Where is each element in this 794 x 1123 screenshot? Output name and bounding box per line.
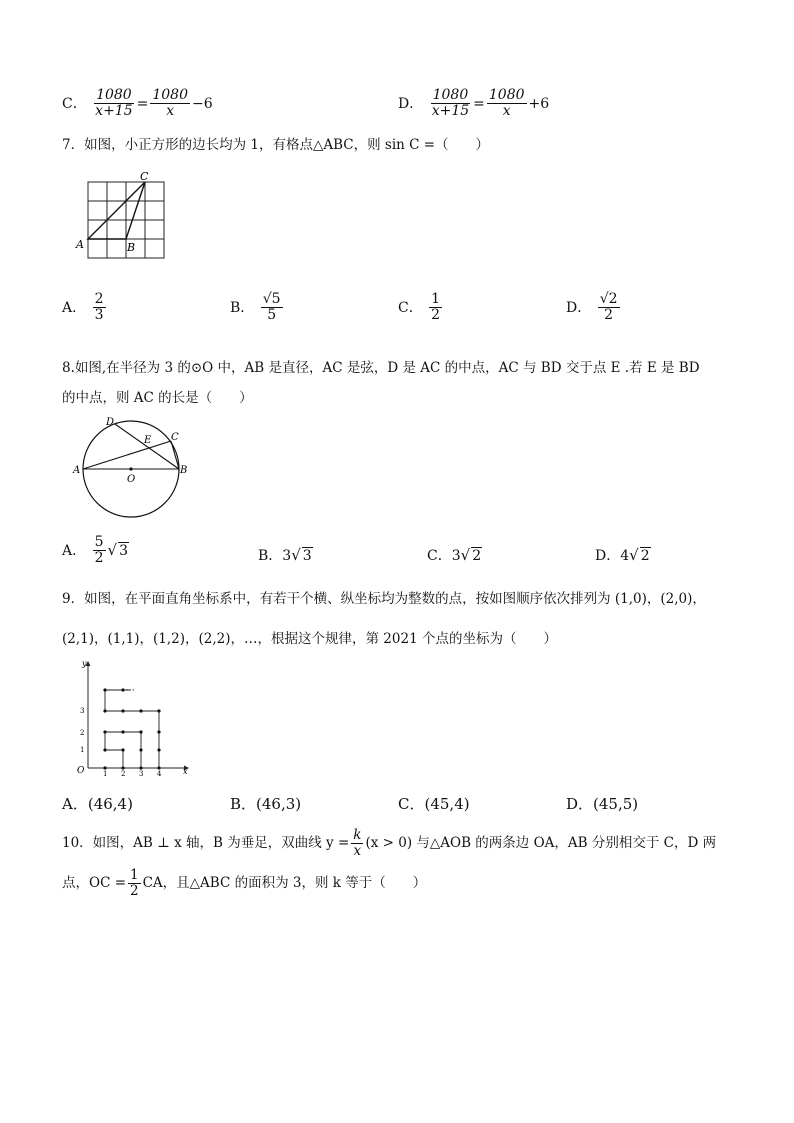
q9-option-c-value: (45,4)	[424, 795, 470, 813]
q6-c-lhs-den: x+15	[95, 103, 133, 120]
q7-c-num: 1	[431, 291, 441, 307]
q9-option-d-value: (45,5)	[593, 795, 639, 813]
q6-d-lhs-num: 1080	[432, 87, 469, 103]
q8-b-coef: 3	[282, 548, 292, 564]
q10-stem-part2: (x > 0) 与△AOB 的两条边 OA，AB 分别相交于 C，D 两	[365, 834, 717, 851]
q10-k-den: x	[353, 842, 362, 859]
q7-option-a-fraction	[93, 292, 106, 324]
q7-option-c-fraction	[429, 292, 442, 324]
q7-c-den: 2	[431, 307, 441, 324]
q6-c-tail: −6	[192, 95, 213, 112]
q9-option-b	[230, 793, 301, 814]
q6-d-eq: =	[473, 95, 485, 112]
q9-continuation-dots: ···	[126, 686, 135, 696]
q6-c-rhs-num: 1080	[152, 87, 188, 103]
q8-option-d-label: D．	[595, 548, 621, 564]
q9-path	[105, 690, 159, 768]
q8-label-o: O	[127, 474, 136, 485]
q10-half-num: 1	[130, 867, 139, 883]
q9-option-c-label: C．	[398, 795, 425, 813]
q8-b-radicand: 3	[302, 548, 312, 564]
q8-option-b-label: B．	[258, 548, 283, 564]
q9-stem-line2: (2,1)，(1,1)，(1,2)，(2,2)，…，根据这个规律，第 2021 个点的坐标为（ ）	[62, 631, 557, 647]
q7-b-den: 5	[267, 307, 277, 324]
q8-d-radical-sign: √	[629, 546, 639, 564]
q6-d-lhs-fraction	[430, 88, 471, 120]
q8-b-radical-sign: √	[291, 546, 301, 564]
q8-a-den: 2	[94, 550, 104, 567]
q7-a-num: 2	[94, 291, 104, 307]
q9-points	[103, 688, 160, 769]
q7-d-den: 2	[604, 307, 614, 324]
q7-label-a: A	[76, 238, 84, 251]
q10-stem-line1	[62, 828, 716, 859]
q10-line2-part2: CA，且△ABC 的面积为 3，则 k 等于（ ）	[142, 874, 427, 891]
q8-center-dot	[129, 467, 132, 470]
q7-option-b-fraction	[261, 292, 283, 324]
q10-half-fraction	[128, 868, 141, 899]
q6-d-rhs-num: 1080	[488, 87, 525, 103]
q9-origin-label: O	[77, 766, 85, 776]
q9-option-d-label: D．	[566, 795, 594, 813]
q6-d-rhs-den: x	[502, 103, 511, 120]
q8-option-c	[427, 545, 482, 565]
q7-option-b-label: B．	[230, 299, 255, 316]
q8-option-c-label: C．	[427, 548, 452, 564]
q6-option-c	[62, 88, 213, 120]
q8-d-radicand: 2	[640, 548, 650, 564]
q10-k-over-x	[351, 828, 363, 859]
q10-stem-part1: 10．如图，AB ⊥ x 轴，B 为垂足，双曲线 y =	[62, 834, 350, 851]
q6-d-tail: +6	[528, 95, 550, 112]
q7-d-num: √2	[599, 291, 618, 307]
q6-d-lhs-den: x+15	[431, 103, 470, 120]
q8-option-a-fraction	[93, 535, 106, 567]
q6-c-rhs-den: x	[166, 103, 175, 120]
q6-option-c-label: C．	[62, 95, 87, 112]
q9-ytick-1: 1	[80, 746, 85, 754]
q8-stem-line2: 的中点，则 AC 的长是（ ）	[62, 390, 253, 406]
q9-option-a-value: (46,4)	[87, 795, 133, 813]
q8-c-radicand: 2	[472, 548, 482, 564]
q7-option-a-label: A．	[62, 299, 87, 316]
q9-xtick-2: 2	[121, 770, 126, 776]
q7-a-den: 3	[94, 307, 104, 324]
q8-label-c: C	[171, 432, 179, 443]
q7-label-b: B	[127, 241, 136, 254]
q10-stem-line2	[62, 868, 426, 899]
q8-label-e: E	[144, 435, 152, 446]
q6-c-eq: =	[136, 95, 149, 112]
q10-k-num: k	[353, 827, 362, 843]
q6-c-rhs-fraction	[150, 88, 190, 120]
q8-stem-line1: 8.如图,在半径为 3 的⊙O 中，AB 是直径，AC 是弦，D 是 AC 的中点，AC 与 BD 交于点 E .若 E 是 BD	[62, 360, 700, 376]
q7-grid	[88, 182, 164, 258]
q8-a-radicand: 3	[119, 542, 128, 559]
q9-option-b-value: (46,3)	[256, 795, 302, 813]
q8-c-radical-sign: √	[460, 546, 471, 564]
q7-option-a	[62, 292, 108, 324]
q10-line2-part1: 点，OC =	[62, 874, 126, 891]
q7-b-num: √5	[262, 291, 281, 307]
q9-ytick-2: 2	[80, 729, 85, 737]
q6-d-rhs-fraction	[487, 88, 527, 120]
q9-option-c	[398, 793, 470, 814]
q9-y-axis-label: y	[82, 659, 87, 668]
q8-option-b	[258, 545, 313, 565]
q7-option-d-label: D．	[566, 299, 592, 316]
q8-circle-figure	[72, 414, 192, 526]
q6-option-d-label: D．	[398, 95, 424, 112]
q9-axes	[88, 662, 188, 768]
q8-c-coef: 3	[451, 548, 461, 564]
q9-stem-line1: 9．如图，在平面直角坐标系中，有若干个横、纵坐标均为整数的点，按如图顺序依次排列为 (1,0)，(2,0)，	[62, 591, 706, 607]
q7-option-d-fraction	[598, 292, 620, 324]
q8-option-d	[595, 545, 651, 565]
q7-grid-figure	[72, 168, 172, 264]
q7-label-c: C	[140, 170, 149, 183]
q7-option-c	[398, 292, 444, 324]
q9-option-a-label: A．	[62, 795, 88, 813]
q9-option-a	[62, 793, 133, 814]
q9-x-axis-label: x	[183, 767, 188, 776]
q7-triangle-abc	[88, 182, 145, 239]
q6-option-d	[398, 88, 549, 120]
q8-a-radical-sign: √	[107, 540, 118, 559]
q9-ytick-3: 3	[80, 707, 85, 715]
q6-c-lhs-num: 1080	[96, 87, 132, 103]
q7-option-b	[230, 292, 285, 324]
q6-c-lhs-fraction	[93, 88, 134, 120]
q8-label-b: B	[180, 465, 188, 476]
q10-half-den: 2	[130, 882, 139, 899]
q8-option-a	[62, 535, 129, 567]
q7-stem: 7．如图，小正方形的边长均为 1，有格点△ABC，则 sin C =（ ）	[62, 137, 490, 153]
q8-label-d: D	[106, 417, 115, 428]
q9-xtick-4: 4	[157, 770, 162, 776]
q8-label-a: A	[73, 465, 81, 476]
q7-option-d	[566, 292, 622, 324]
q8-d-coef: 4	[620, 548, 630, 564]
q7-option-c-label: C．	[398, 299, 423, 316]
q9-option-b-label: B．	[230, 795, 257, 813]
q8-lines	[83, 424, 179, 469]
q9-xtick-3: 3	[139, 770, 144, 776]
q9-coordinate-figure	[70, 656, 194, 776]
q8-option-a-label: A．	[62, 542, 87, 559]
q9-option-d	[566, 793, 638, 814]
q8-a-num: 5	[94, 534, 104, 550]
q9-xtick-1: 1	[103, 770, 108, 776]
